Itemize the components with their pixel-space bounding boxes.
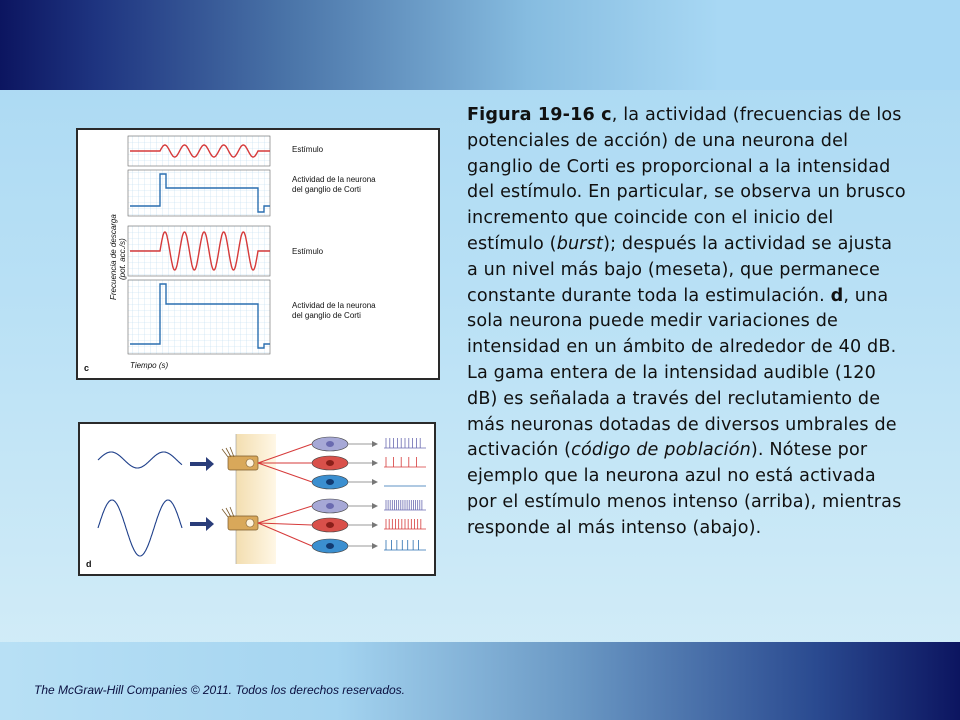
grid-box-2 [128, 170, 270, 216]
figure-panel-c [76, 128, 440, 380]
row2-label-line1: Actividad de la neurona [292, 175, 376, 184]
row4-label-line2: del ganglio de Corti [292, 311, 361, 320]
caption-codigo: código de población [571, 440, 751, 461]
caption-text-2: ); después la actividad se ajusta a un nivel más bajo (meseta), que permanece constante durante toda la estimulación. [467, 233, 893, 306]
y-axis-label-line2: (pot. acc./s) [118, 238, 127, 280]
panel-d-letter: d [86, 559, 92, 569]
sound-wave-high [98, 500, 182, 556]
caption-text-3: , una sola neurona puede medir variaciones de intensidad en un ámbito de alrededor de 40 dB. La gama entera de la intensidad audible (120 dB) es señalada a través del reclutamiento de más neuronas dotadas de diversos umbrales de activación ( [467, 285, 897, 461]
panel-c-graphic [78, 130, 438, 378]
grid-box-4 [128, 280, 270, 354]
y-axis-label-line1: Frecuencia de descarga [109, 214, 118, 300]
header-band [0, 0, 960, 90]
caption-d-label: d [830, 285, 844, 306]
sound-wave-low [98, 452, 182, 468]
figure-caption [467, 103, 907, 542]
panel-c-letter: c [84, 363, 90, 373]
caption-burst: burst [556, 233, 604, 254]
figure-label: Figura 19-16 c [467, 105, 612, 125]
arrow-icon [190, 457, 214, 531]
panel-d-graphic [80, 424, 434, 574]
row3-label: Estímulo [292, 247, 324, 256]
spike-trains [384, 438, 426, 550]
figure-panel-d [78, 422, 436, 576]
footer-band [0, 642, 960, 720]
cochlea-band [236, 434, 276, 564]
copyright-footer: The McGraw-Hill Companies © 2011. Todos los derechos reservados. [34, 683, 406, 697]
row4-label-line1: Actividad de la neurona [292, 301, 376, 310]
row2-label-line2: del ganglio de Corti [292, 185, 361, 194]
caption-text-4: ). Nótese por ejemplo que la neurona azul no está activada por el estímulo menos intenso (arriba), mientras responde al más intenso (abajo). [467, 440, 902, 538]
x-axis-label: Tiempo (s) [130, 361, 169, 370]
row1-label: Estímulo [292, 145, 324, 154]
caption-text-1: , la actividad (frecuencias de los potenciales de acción) de una neurona del ganglio de Corti es proporcional a la intensidad del estímulo. En particular, se observa un brusco incremento que coincide con el inicio del estímulo ( [467, 105, 906, 254]
